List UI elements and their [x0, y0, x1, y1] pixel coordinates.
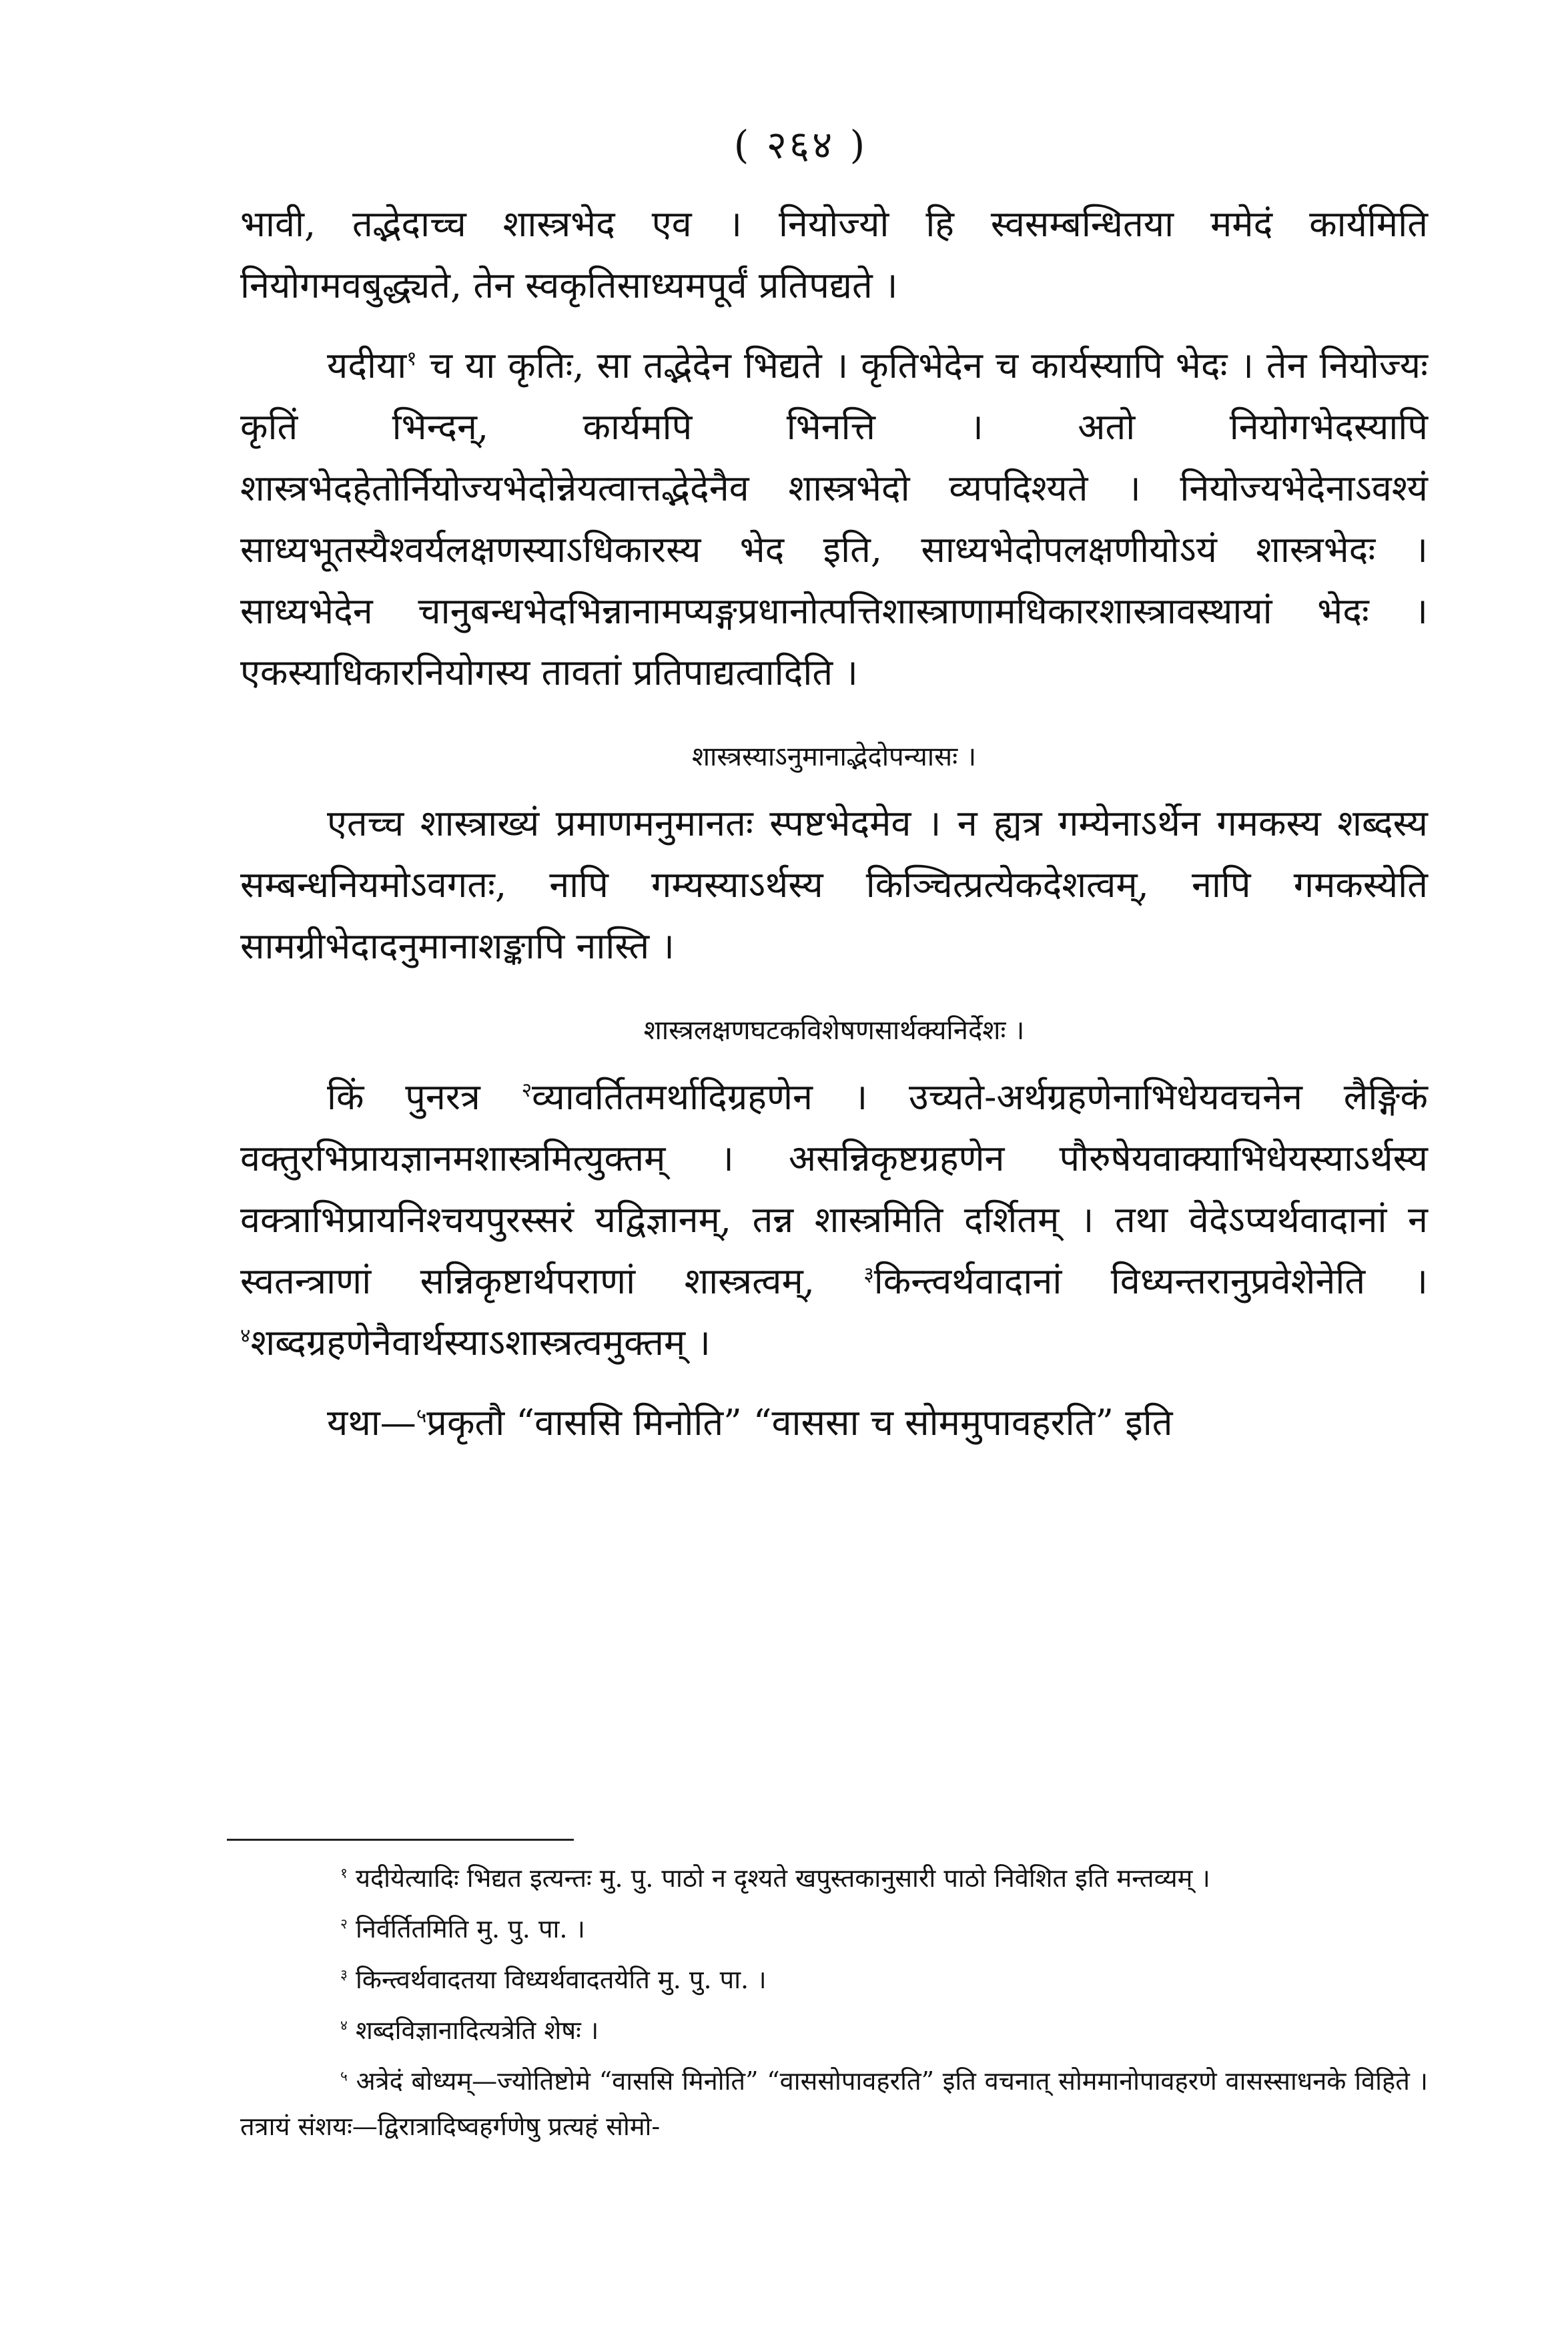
paragraph-2-text: च या कृतिः, सा तद्भेदेन भिद्यते । कृतिभेदेन च कार्यस्यापि भेदः । तेन नियोज्यः कृतिं भिन्दन्, कार्यमपि भिनत्ति । अतो नियोगभेदस्यापि शास्त्रभेदहेतोर्नियोज्यभेदोन्नेयत्वात्तद्भेदेनैव शास्त्रभेदो व्यपदिश्यते । नियोज्यभेदेनाऽवश्यं साध्यभूतस्यैश्वर्यलक्षणस्याऽधिकारस्य भेद इति, साध्यभेदोपलक्षणीयोऽयं शास्त्रभेदः । साध्यभेदेन चानुबन्धभेदभिन्नानामप्यङ्गप्रधानोत्पत्तिशास्त्राणामधिकारशास्त्रावस्थायां भेदः । एकस्याधिकारनियोगस्य तावतां प्रतिपाद्यत्वादिति । — [240, 344, 1428, 693]
footnote-ref-3: ३ — [863, 1263, 874, 1286]
footnote-ref-1: १ — [406, 347, 417, 370]
paragraph-2 — [240, 335, 1428, 703]
footnote-text: किन्त्वर्थवादतया विध्यर्थवादतयेति मु. पु. पा. । — [347, 1965, 767, 1994]
main-text — [240, 194, 1428, 1454]
paragraph-5-text-a: यथा— — [327, 1402, 416, 1444]
footnote-mark: ५ — [340, 2068, 348, 2084]
footnote-mark: ३ — [340, 1966, 348, 1983]
section-heading-2: शास्त्रलक्षणघटकविशेषणसार्थक्यनिर्देशः । — [643, 1015, 1025, 1046]
footnote-ref-2: २ — [521, 1079, 532, 1102]
paragraph-3: एतच्च शास्त्राख्यं प्रमाणमनुमानतः स्पष्टभेदमेव । न ह्यत्र गम्येनाऽर्थेन गमकस्य शब्दस्य सम्बन्धनियमोऽवगतः, नापि गम्यस्याऽर्थस्य किञ्चित्प्रत्येकदेशत्वम्, नापि गमकस्येति सामग्रीभेदादनुमानाशङ्कापि नास्ति । — [240, 802, 1428, 967]
footnotes — [240, 1855, 1428, 2154]
footnote-3 — [240, 1957, 1428, 2002]
footnote-text: यदीयेत्यादिः भिद्यत इत्यन्तः मु. पु. पाठो न दृश्यते खपुस्तकानुसारी पाठो निवेशित इति मन्तव्यम् । — [347, 1863, 1210, 1893]
paragraph-5-text-b: प्रकृतौ “वाससि मिनोति” “वाससा च सोममुपावहरति” इति — [426, 1402, 1173, 1444]
footnote-ref-5: ५ — [416, 1404, 427, 1428]
paragraph-4-text-b: व्यावर्तितमर्थादिग्रहणेन । उच्यते-अर्थग्रहणेनाभिधेयवचनेन लैङ्गिकं वक्तुरभिप्रायज्ञानमशास्त्रमित्युक्तम् । असन्निकृष्टग्रहणेन पौरुषेयवाक्याभिधेयस्याऽर्थस्य वक्त्राभिप्रायनिश्चयपुरस्सरं यद्विज्ञानम्, तन्न शास्त्रमिति दर्शितम् । तथा वेदेऽप्यर्थवादानां न स्वतन्त्राणां सन्निकृष्टार्थपराणां शास्त्रत्वम्, — [240, 1076, 1429, 1302]
footnote-mark: ४ — [340, 2017, 348, 2034]
footnote-5 — [240, 2058, 1428, 2149]
footnote-mark: १ — [340, 1865, 348, 1881]
footnote-text: शब्दविज्ञानादित्यत्रेति शेषः । — [347, 2016, 599, 2045]
section-heading-1: शास्त्रस्याऽनुमानाद्भेदोपन्यासः । — [691, 742, 977, 772]
footnote-ref-4: ४ — [240, 1324, 251, 1348]
paragraph-4-text-a: किं पुनरत्र — [327, 1076, 522, 1118]
footnote-text: निर्वर्तितमिति मु. पु. पा. । — [347, 1914, 585, 1944]
paragraph-2-lead: यदीया — [327, 344, 407, 386]
footnote-divider — [227, 1839, 574, 1841]
paragraph-1: भावी, तद्भेदाच्च शास्त्रभेद एव । नियोज्यो हि स्वसम्बन्धितया ममेदं कार्यमिति नियोगमवबुद्ध्यते, तेन स्वकृतिसाध्यमपूर्वं प्रतिपद्यते । — [240, 203, 1428, 306]
footnote-2 — [240, 1906, 1428, 1952]
footnote-1 — [240, 1855, 1428, 1901]
paragraph-5 — [240, 1392, 1428, 1454]
footnote-text: अत्रेदं बोध्यम्—ज्योतिष्टोमे “वाससि मिनोति” “वाससोपावहरति” इति वचनात् सोममानोपावहरणे वासस्साधनके विहिते । तत्रायं संशयः—द्विरात्रादिष्वहर्गणेषु प्रत्यहं सोमो- — [240, 2066, 1428, 2141]
paragraph-4 — [240, 1067, 1428, 1374]
paragraph-4-text-d: शब्दग्रहणेनैवार्थस्याऽशास्त्रत्वमुक्तम् । — [250, 1322, 711, 1364]
paragraph-4-text-c: किन्त्वर्थवादानां विध्यन्तरानुप्रवेशेनेति । — [873, 1260, 1428, 1302]
footnote-mark: २ — [340, 1916, 348, 1932]
page-number: ( २६४ ) — [733, 122, 868, 168]
footnote-4 — [240, 2008, 1428, 2053]
